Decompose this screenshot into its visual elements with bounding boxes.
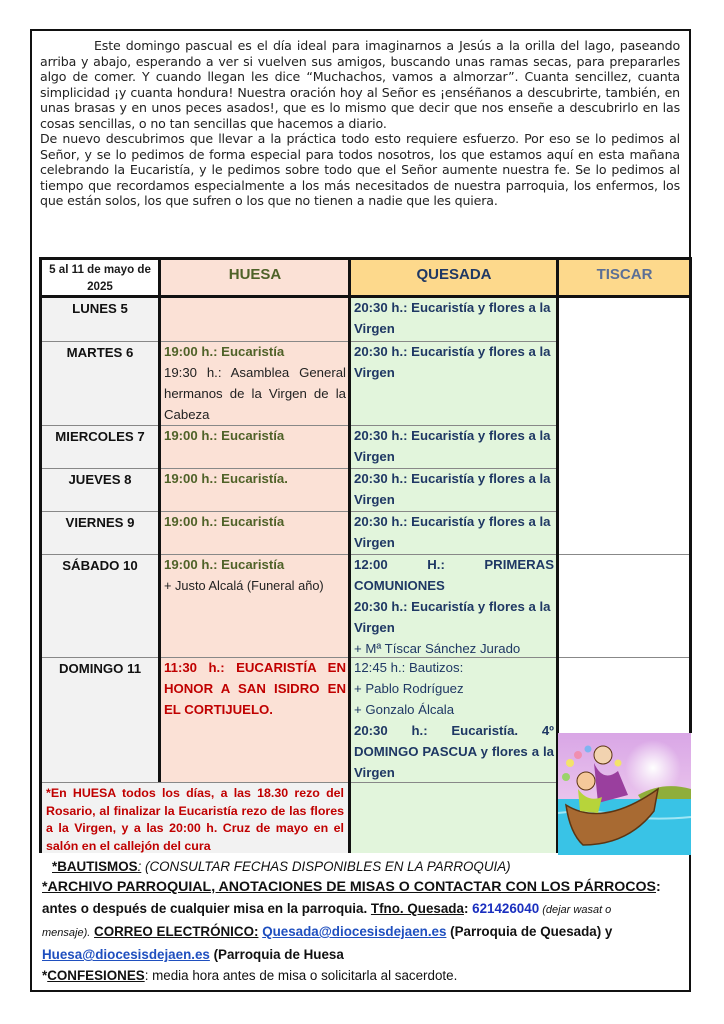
- footer-info: [42, 856, 682, 986]
- fish-shape: [566, 759, 574, 767]
- confesiones-star: *: [42, 968, 48, 983]
- bautismos-colon: :: [137, 859, 142, 874]
- archivo-line: [42, 877, 682, 898]
- day-label: VIERNES 9: [65, 515, 135, 530]
- huesa-cell: [160, 297, 350, 341]
- day-label: SÁBADO 10: [62, 558, 138, 573]
- quesada-entry: 20:30 h.: Eucaristía y flores a la Virgen: [354, 344, 551, 380]
- correo-line: [42, 921, 682, 944]
- row-divider: [40, 782, 558, 783]
- quesada-entry: 20:30 h.: Eucaristía y flores a la Virgen: [354, 428, 551, 464]
- day-cell: [40, 511, 160, 554]
- quesada-entry: 12:45 h.: Bautizos:: [354, 660, 464, 675]
- quesada-entry: 20:30 h.: Eucaristía y flores a la Virgen: [354, 471, 551, 507]
- quesada-cell: [350, 468, 558, 511]
- quesada-note-cell: [350, 782, 558, 853]
- quesada-cell: [350, 341, 558, 425]
- fish-shape: [615, 760, 622, 767]
- huesa-entry: 19:00 h.: Eucaristía: [164, 557, 285, 572]
- header-bottom-border: [40, 295, 691, 298]
- day-cell: [40, 425, 160, 468]
- tfno-label: Tfno. Quesada: [370, 901, 464, 916]
- confesiones-line: [42, 965, 682, 986]
- tiscar-cell: [558, 297, 691, 554]
- day-label: MIERCOLES 7: [55, 429, 145, 444]
- quesada-entry: + Gonzalo Álcala: [354, 702, 455, 717]
- quesada-entry: 12:00 H.: PRIMERAS COMUNIONES: [354, 557, 554, 593]
- day-cell: [40, 657, 160, 782]
- huesa-email-line: [42, 944, 682, 965]
- header-tiscar-label: TISCAR: [596, 266, 653, 283]
- row-divider: [40, 511, 558, 512]
- huesa-note: *En HUESA todos los días, a las 18.30 rezo del Rosario, al finalizar la Eucaristía rezo de las flores a la Virgen, y a las 20:00 h. Cruz de mayo en el salón en el callejón del cura: [46, 786, 344, 853]
- huesa-entry: 19:00 h.: Eucaristía: [164, 344, 285, 359]
- email-quesada-link[interactable]: Quesada@diocesisdejaen.es: [262, 924, 447, 939]
- boat-illustration: [558, 733, 691, 855]
- tfno-colon: :: [463, 901, 473, 916]
- header-quesada-label: QUESADA: [416, 266, 492, 283]
- header-tiscar: [558, 259, 691, 297]
- huesa-entry: 11:30 h.: EUCARISTÍA EN HONOR A SAN ISIDRO EN EL CORTIJUELO.: [164, 660, 346, 717]
- quesada-entry: + Mª Tíscar Sánchez Jurado: [354, 641, 521, 656]
- confesiones-text: : media hora antes de misa o solicitarla al sacerdote.: [144, 968, 458, 983]
- huesa-entry: 19:00 h.: Eucaristía: [164, 514, 285, 529]
- quesada-cell: [350, 511, 558, 554]
- archivo-colon: :: [656, 879, 661, 895]
- huesa-cell: [160, 554, 350, 657]
- phone-note: (dejar wasat o: [539, 904, 612, 916]
- row-divider: [40, 341, 558, 342]
- row-divider: [40, 468, 558, 469]
- week-label: 5 al 11 de mayo de 2025: [49, 263, 151, 293]
- child-head: [577, 772, 595, 790]
- huesa-entry: 19:00 h.: Eucaristía: [164, 428, 285, 443]
- row-divider: [40, 657, 691, 658]
- day-label: JUEVES 8: [68, 472, 132, 487]
- col-border: [689, 257, 692, 733]
- figure-head: [594, 746, 612, 764]
- huesa-cell: [160, 468, 350, 511]
- fish-shape: [585, 746, 592, 753]
- bautismos-text: (CONSULTAR FECHAS DISPONIBLES EN LA PARROQUIA): [141, 859, 511, 874]
- day-label: DOMINGO 11: [58, 661, 142, 676]
- boat-illustration-graphic: [558, 733, 691, 855]
- day-label: LUNES 5: [72, 301, 128, 316]
- table-top-border: [40, 257, 691, 260]
- quesada-cell: [350, 425, 558, 468]
- correo-label: CORREO ELECTRÓNICO:: [94, 924, 259, 939]
- phone-note-end: mensaje).: [42, 927, 91, 939]
- huesa-note-cell: [40, 782, 350, 853]
- phone-number[interactable]: 621426040: [472, 901, 540, 916]
- bautismos-label: *BAUTISMOS: [52, 859, 138, 874]
- intro-text: [40, 38, 680, 209]
- huesa-entry: 19:00 h.: Eucaristía.: [164, 471, 288, 486]
- huesa-entry: + Justo Alcalá (Funeral año): [164, 578, 324, 593]
- quesada-entry: + Pablo Rodríguez: [354, 681, 464, 696]
- huesa-entry: 19:30 h.: Asamblea General hermanos de la Virgen de la Cabeza: [164, 365, 346, 422]
- day-cell: [40, 341, 160, 425]
- col-border: [158, 257, 161, 782]
- fish-shape: [574, 751, 582, 759]
- quesada-entry: 20:30 h.: Eucaristía y flores a la Virgen: [354, 599, 551, 635]
- quesada-cell: [350, 554, 558, 657]
- day-cell: [40, 468, 160, 511]
- bautismos-line: [42, 856, 682, 877]
- row-divider: [40, 425, 558, 426]
- email-huesa-note: (Parroquia de Huesa: [209, 947, 344, 962]
- archivo-label: *ARCHIVO PARROQUIAL, ANOTACIONES DE MISAS O CONTACTAR CON LOS PÁRROCOS: [42, 879, 657, 895]
- huesa-cell: [160, 657, 350, 782]
- tiscar-cell: [558, 657, 691, 733]
- col-border: [39, 257, 42, 853]
- day-cell: [40, 297, 160, 341]
- header-huesa: [160, 259, 350, 297]
- quesada-cell: [350, 297, 558, 341]
- fish-shape: [562, 773, 570, 781]
- intro-paragraph-2: De nuevo descubrimos que llevar a la práctica todo esto requiere esfuerzo. Por eso se lo pedimos al Señor, y se lo pedimos de forma especial para todos nosotros, los que estamos aquí en esta mañana celebrando la Eucaristía, y le pedimos sobre todo que el Señor aumente nuestra fe. Se lo pedimos al tiempo que recordamos especialmente a los más necesitados de nuestra parroquia, los enfermos, los que están solos, los que sufren o los que no tienen a nadie que les quiera.: [40, 131, 680, 208]
- quesada-entry: 20:30 h.: Eucaristía y flores a la Virgen: [354, 514, 551, 550]
- day-label: MARTES 6: [66, 345, 134, 360]
- header-huesa-label: HUESA: [228, 266, 282, 283]
- intro-paragraph-1: Este domingo pascual es el día ideal para imaginarnos a Jesús a la orilla del lago, paseando arriba y abajo, esperando a ver si vuelven sus amigos, buscando unas ramas secas, para prepararles algo de comer. Y cuando llegan les dice “Muchachos, vamos a almorzar”. Cuanta sencillez, cuanta simplicidad ¡y cuanta hondura! Nuestra oración hoy al Señor es ¡enséñanos a descubrirte, también, en unas brasas y en unos peces asados!, que es lo mismo que decir que nos enseñe a descubrirlo en las cosas sencillas, o no tan sencillas que hacemos a diario.: [40, 38, 680, 131]
- huesa-cell: [160, 511, 350, 554]
- col-border: [348, 257, 351, 853]
- quesada-cell: [350, 657, 558, 782]
- quesada-entry: 20:30 h.: Eucaristía. 4º DOMINGO PASCUA y flores a la Virgen: [354, 723, 554, 780]
- email-quesada-note: (Parroquia de Quesada) y: [446, 924, 613, 939]
- huesa-cell: [160, 341, 350, 425]
- day-cell: [40, 554, 160, 657]
- week-label-cell: [40, 259, 160, 297]
- archivo-text: antes o después de cualquier misa en la parroquia.: [42, 901, 371, 916]
- confesiones-label: CONFESIONES: [47, 968, 145, 983]
- tiscar-cell: [558, 554, 691, 657]
- archivo-detail-line: [42, 898, 682, 921]
- header-quesada: [350, 259, 558, 297]
- huesa-cell: [160, 425, 350, 468]
- quesada-entry: 20:30 h.: Eucaristía y flores a la Virgen: [354, 300, 551, 336]
- email-huesa-link[interactable]: Huesa@diocesisdejaen.es: [42, 947, 210, 962]
- row-divider: [40, 554, 691, 555]
